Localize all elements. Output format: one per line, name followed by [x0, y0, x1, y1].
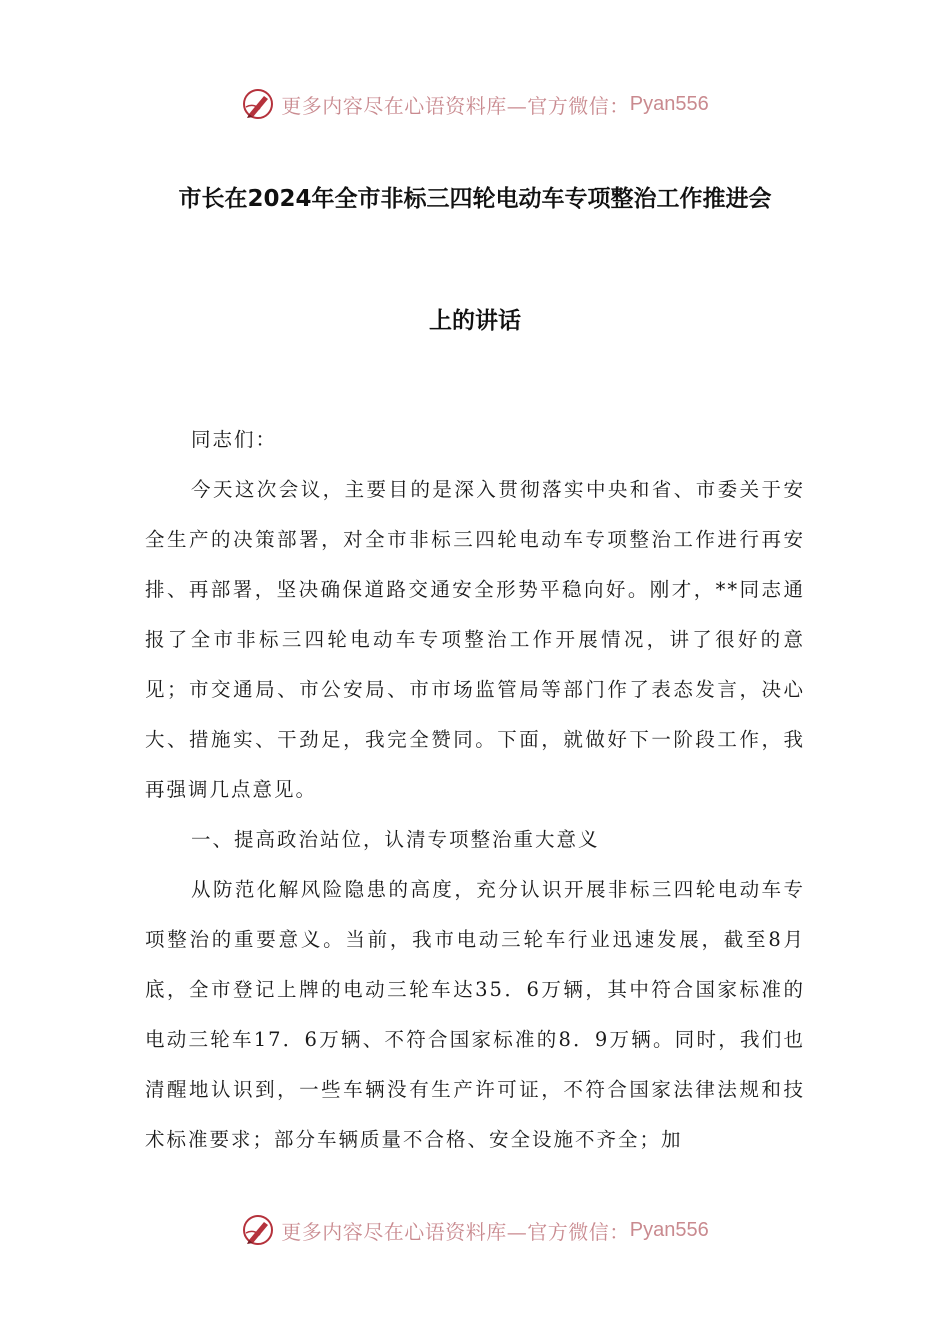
watermark-footer — [0, 1210, 950, 1250]
watermark-wechat-id: Pyan556 — [629, 92, 709, 115]
pen-logo-icon — [241, 87, 275, 121]
watermark-text: 更多内容尽在心语资料库—官方微信： — [281, 1219, 630, 1244]
salutation: 同志们： — [191, 428, 278, 451]
watermark-wechat-id: Pyan556 — [629, 1218, 709, 1241]
paragraph-section-1: 从防范化解风险隐患的高度，充分认识开展非标三四轮电动车专项整治的重要意义。当前，我市电动三轮车行业迅速发展，截至8月底，全市登记上牌的电动三轮车达35．6万辆，其中符合国家标准的电动三轮车17．6万辆、不符合国家标准的8．9万辆。同时，我们也清醒地认识到，一些车辆没有生产许可证，不符合国家法律法规和技术标准要求；部分车辆质量不合格、安全设施不齐全；加 — [145, 878, 805, 1151]
pen-logo-icon — [241, 1213, 275, 1247]
watermark-text: 更多内容尽在心语资料库—官方微信： — [281, 93, 630, 118]
watermark-header — [0, 84, 950, 124]
document-title-line2: 上的讲话 — [429, 308, 521, 334]
paragraph-intro: 今天这次会议，主要目的是深入贯彻落实中央和省、市委关于安全生产的决策部署，对全市非标三四轮电动车专项整治工作进行再安排、再部署，坚决确保道路交通安全形势平稳向好。刚才，**同志通报了全市非标三四轮电动车专项整治工作开展情况，讲了很好的意见；市交通局、市公安局、市市场监管局等部门作了表态发言，决心大、措施实、干劲足，我完全赞同。下面，就做好下一阶段工作，我再强调几点意见。 — [145, 478, 805, 801]
document-body — [145, 415, 805, 1165]
document-title-line1: 市长在2024年全市非标三四轮电动车专项整治工作推进会 — [178, 186, 772, 212]
section-heading-1: 一、提高政治站位，认清专项整治重大意义 — [191, 828, 600, 851]
